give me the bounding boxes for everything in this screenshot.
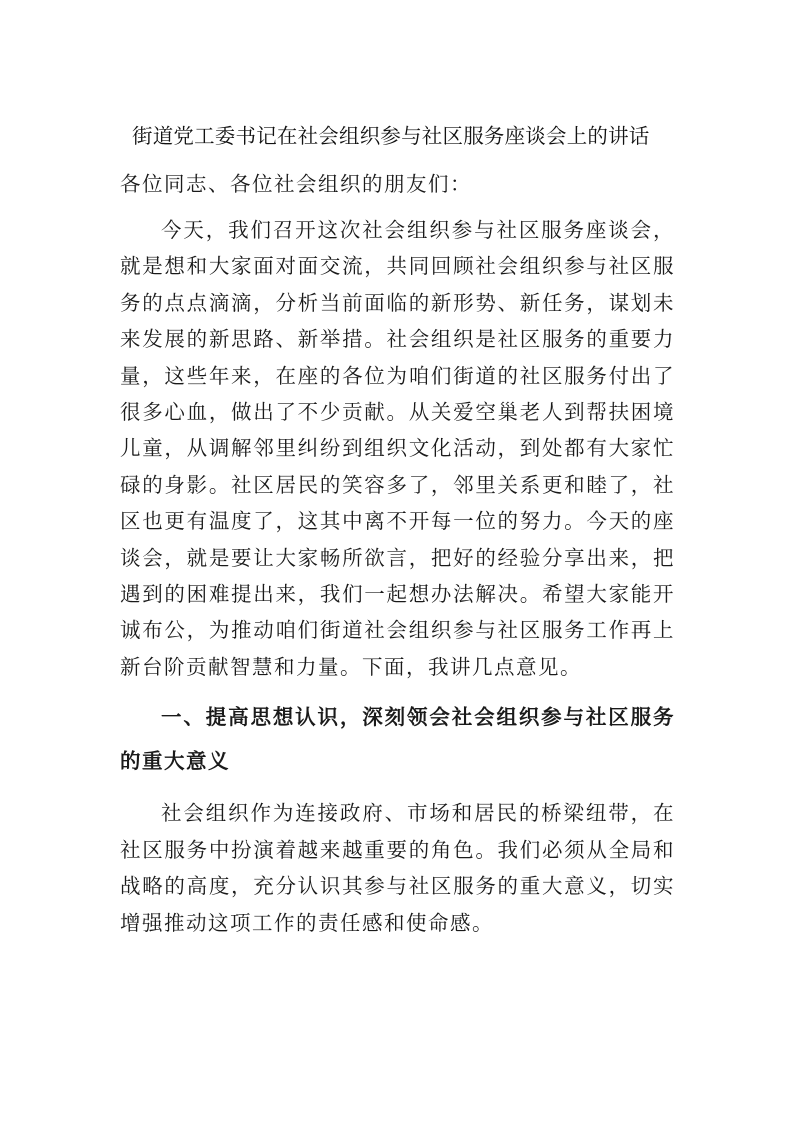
opening-paragraph: 今天，我们召开这次社会组织参与社区服务座谈会，就是想和大家面对面交流，共同回顾社会组织参与社区服务的点点滴滴，分析当前面临的新形势、新任务，谋划未来发展的新思路、新举措。社会组织是社区服务的重要力量，这些年来，在座的各位为咱们街道的社区服务付出了很多心血，做出了不少贡献。从关爱空巢老人到帮扶困境儿童，从调解邻里纠纷到组织文化活动，到处都有大家忙碌的身影。社区居民的笑容多了，邻里关系更和睦了，社区也更有温度了，这其中离不开每一位的努力。今天的座谈会，就是要让大家畅所欲言，把好的经验分享出来，把遇到的困难提出来，我们一起想办法解决。希望大家能开诚布公，为推动咱们街道社会组织参与社区服务工作再上新台阶贡献智慧和力量。下面，我讲几点意见。 <box>120 218 675 679</box>
section-1-paragraph: 社会组织作为连接政府、市场和居民的桥梁纽带，在社区服务中扮演着越来越重要的角色。我们必须从全局和战略的高度，充分认识其参与社区服务的重大意义，切实增强推动这项工作的责任感和使命感。 <box>120 801 675 935</box>
document-title: 街道党工委书记在社会组织参与社区服务座谈会上的讲话 <box>132 124 650 148</box>
section-heading-1: 一、提高思想认识，深刻领会社会组织参与社区服务的重大意义 <box>120 705 675 774</box>
salutation: 各位同志、各位社会组织的朋友们： <box>120 172 472 196</box>
document-page <box>120 116 675 941</box>
